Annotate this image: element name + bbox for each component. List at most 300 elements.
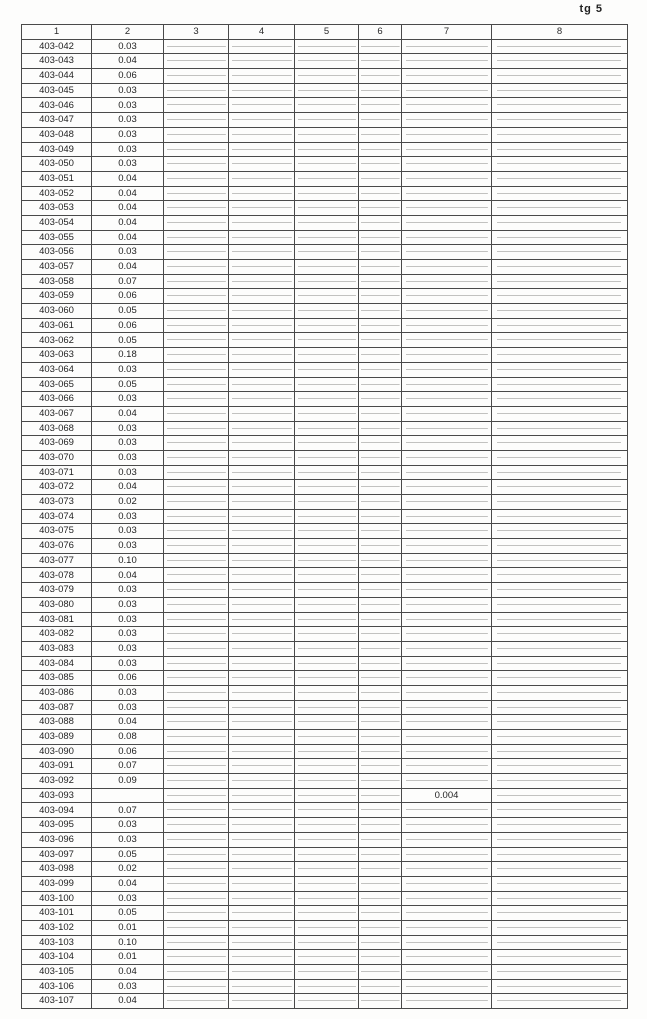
table-cell	[359, 847, 402, 862]
table-cell	[402, 612, 492, 627]
table-cell	[164, 759, 229, 774]
table-cell	[295, 304, 359, 319]
table-cell	[229, 318, 295, 333]
column-header: 4	[229, 25, 295, 40]
table-cell: 0.04	[92, 171, 164, 186]
table-cell	[295, 906, 359, 921]
table-row	[22, 230, 628, 245]
table-cell	[164, 348, 229, 363]
table-cell	[359, 333, 402, 348]
table-row	[22, 803, 628, 818]
table-cell	[164, 450, 229, 465]
table-cell	[164, 818, 229, 833]
table-cell	[359, 744, 402, 759]
table-cell: 0.03	[92, 436, 164, 451]
table-cell	[492, 333, 628, 348]
table-cell	[359, 230, 402, 245]
table-cell	[402, 480, 492, 495]
table-cell	[295, 744, 359, 759]
table-cell	[359, 127, 402, 142]
table-cell	[229, 862, 295, 877]
table-cell	[164, 142, 229, 157]
table-cell	[229, 641, 295, 656]
table-row	[22, 774, 628, 789]
table-cell	[402, 171, 492, 186]
table-cell	[492, 539, 628, 554]
table-row	[22, 950, 628, 965]
table-cell	[295, 157, 359, 172]
table-cell	[229, 524, 295, 539]
table-cell: 403-047	[22, 113, 92, 128]
table-cell: 0.05	[92, 906, 164, 921]
table-row	[22, 788, 628, 803]
table-cell: 403-094	[22, 803, 92, 818]
table-cell	[295, 362, 359, 377]
table-row	[22, 730, 628, 745]
table-row	[22, 171, 628, 186]
table-cell	[402, 54, 492, 69]
table-cell	[402, 583, 492, 598]
table-cell: 0.07	[92, 274, 164, 289]
table-cell	[229, 98, 295, 113]
table-cell	[229, 465, 295, 480]
table-cell: 403-101	[22, 906, 92, 921]
table-cell	[402, 832, 492, 847]
table-row	[22, 406, 628, 421]
table-cell: 403-075	[22, 524, 92, 539]
table-row	[22, 935, 628, 950]
table-cell	[359, 274, 402, 289]
table-cell	[164, 965, 229, 980]
table-cell	[229, 480, 295, 495]
table-cell: 0.03	[92, 98, 164, 113]
table-cell	[359, 260, 402, 275]
table-row	[22, 421, 628, 436]
table-cell	[402, 803, 492, 818]
table-cell: 403-062	[22, 333, 92, 348]
table-cell	[229, 362, 295, 377]
table-cell: 0.03	[92, 157, 164, 172]
table-cell	[492, 935, 628, 950]
table-cell: 403-052	[22, 186, 92, 201]
table-cell: 403-058	[22, 274, 92, 289]
table-cell	[295, 318, 359, 333]
table-cell	[492, 627, 628, 642]
table-cell	[229, 627, 295, 642]
table-cell: 0.03	[92, 627, 164, 642]
table-cell	[492, 142, 628, 157]
table-cell	[229, 113, 295, 128]
table-cell	[164, 392, 229, 407]
data-table	[21, 24, 628, 1009]
table-cell	[229, 509, 295, 524]
table-cell: 0.03	[92, 539, 164, 554]
table-row	[22, 744, 628, 759]
table-cell	[295, 539, 359, 554]
table-cell	[492, 818, 628, 833]
table-cell: 0.04	[92, 965, 164, 980]
table-row	[22, 142, 628, 157]
table-cell	[229, 377, 295, 392]
table-cell: 0.004	[402, 788, 492, 803]
table-cell	[229, 39, 295, 54]
table-cell	[164, 920, 229, 935]
table-cell	[359, 597, 402, 612]
table-cell: 403-064	[22, 362, 92, 377]
table-cell	[402, 524, 492, 539]
table-cell: 403-073	[22, 495, 92, 510]
table-cell: 403-085	[22, 671, 92, 686]
table-row	[22, 480, 628, 495]
table-cell	[229, 436, 295, 451]
table-cell	[402, 186, 492, 201]
table-cell	[295, 230, 359, 245]
table-cell	[492, 700, 628, 715]
table-cell	[492, 715, 628, 730]
table-cell	[164, 994, 229, 1009]
table-cell	[492, 98, 628, 113]
table-cell	[229, 260, 295, 275]
table-cell	[295, 245, 359, 260]
table-cell	[229, 730, 295, 745]
table-cell	[164, 935, 229, 950]
table-cell	[359, 700, 402, 715]
table-cell	[359, 69, 402, 84]
table-cell: 403-061	[22, 318, 92, 333]
table-cell: 0.04	[92, 201, 164, 216]
table-cell	[402, 847, 492, 862]
table-cell	[229, 612, 295, 627]
table-cell	[492, 274, 628, 289]
table-cell	[229, 876, 295, 891]
table-row	[22, 597, 628, 612]
table-cell	[229, 950, 295, 965]
table-cell	[229, 215, 295, 230]
table-cell	[492, 671, 628, 686]
table-cell	[164, 832, 229, 847]
table-row	[22, 627, 628, 642]
table-cell	[492, 465, 628, 480]
table-row	[22, 920, 628, 935]
table-cell	[229, 935, 295, 950]
table-cell: 403-086	[22, 685, 92, 700]
table-cell	[164, 39, 229, 54]
table-cell	[492, 304, 628, 319]
table-cell	[229, 392, 295, 407]
table-cell	[492, 392, 628, 407]
table-cell	[164, 377, 229, 392]
column-header: 8	[492, 25, 628, 40]
table-cell	[229, 406, 295, 421]
table-cell: 403-060	[22, 304, 92, 319]
table-cell	[359, 318, 402, 333]
table-row	[22, 83, 628, 98]
table-cell: 403-102	[22, 920, 92, 935]
table-cell	[229, 847, 295, 862]
table-cell	[164, 774, 229, 789]
table-cell	[229, 201, 295, 216]
table-cell	[164, 113, 229, 128]
table-cell: 0.04	[92, 480, 164, 495]
table-cell	[295, 891, 359, 906]
table-cell	[164, 260, 229, 275]
table-cell	[402, 685, 492, 700]
table-cell: 0.06	[92, 318, 164, 333]
table-cell	[164, 553, 229, 568]
column-header: 2	[92, 25, 164, 40]
table-cell	[229, 759, 295, 774]
table-cell	[492, 127, 628, 142]
table-cell	[164, 656, 229, 671]
table-cell	[229, 965, 295, 980]
table-cell	[164, 715, 229, 730]
table-cell	[402, 318, 492, 333]
table-cell	[164, 524, 229, 539]
table-cell: 0.04	[92, 260, 164, 275]
table-cell	[295, 392, 359, 407]
table-cell: 403-055	[22, 230, 92, 245]
table-cell	[295, 509, 359, 524]
table-cell	[402, 333, 492, 348]
table-cell	[295, 583, 359, 598]
table-cell	[164, 127, 229, 142]
table-cell	[359, 935, 402, 950]
table-cell	[492, 480, 628, 495]
table-cell	[492, 495, 628, 510]
table-cell	[229, 818, 295, 833]
table-cell: 0.06	[92, 289, 164, 304]
table-cell	[492, 113, 628, 128]
table-row	[22, 54, 628, 69]
table-cell: 403-069	[22, 436, 92, 451]
table-cell	[402, 627, 492, 642]
table-cell	[402, 465, 492, 480]
table-cell	[164, 862, 229, 877]
table-cell	[359, 862, 402, 877]
table-cell	[359, 788, 402, 803]
table-cell	[402, 377, 492, 392]
table-cell: 0.09	[92, 774, 164, 789]
table-cell	[295, 656, 359, 671]
table-cell	[295, 818, 359, 833]
table-cell	[229, 495, 295, 510]
table-cell: 0.18	[92, 348, 164, 363]
table-cell	[295, 215, 359, 230]
table-cell	[164, 979, 229, 994]
table-cell	[492, 862, 628, 877]
table-cell: 403-099	[22, 876, 92, 891]
table-cell: 403-057	[22, 260, 92, 275]
table-cell	[229, 656, 295, 671]
table-cell	[164, 480, 229, 495]
table-cell	[402, 215, 492, 230]
table-cell: 403-105	[22, 965, 92, 980]
table-cell	[359, 759, 402, 774]
table-cell: 0.03	[92, 656, 164, 671]
table-row	[22, 245, 628, 260]
table-cell: 0.04	[92, 715, 164, 730]
table-cell	[164, 274, 229, 289]
table-cell	[295, 495, 359, 510]
table-cell: 403-072	[22, 480, 92, 495]
table-cell	[164, 788, 229, 803]
table-cell: 403-065	[22, 377, 92, 392]
table-cell: 403-098	[22, 862, 92, 877]
table-cell	[295, 201, 359, 216]
table-cell	[492, 994, 628, 1009]
table-cell	[295, 774, 359, 789]
table-cell	[359, 524, 402, 539]
table-cell	[402, 700, 492, 715]
table-row	[22, 348, 628, 363]
table-cell	[492, 69, 628, 84]
table-row	[22, 69, 628, 84]
table-cell: 0.05	[92, 847, 164, 862]
table-cell: 403-063	[22, 348, 92, 363]
table-row	[22, 392, 628, 407]
table-cell	[402, 774, 492, 789]
table-cell	[359, 171, 402, 186]
table-cell	[295, 113, 359, 128]
table-cell	[229, 83, 295, 98]
table-cell	[164, 641, 229, 656]
table-cell: 403-049	[22, 142, 92, 157]
table-cell	[402, 597, 492, 612]
table-cell: 0.03	[92, 524, 164, 539]
table-cell	[492, 979, 628, 994]
table-cell	[492, 685, 628, 700]
table-cell: 403-096	[22, 832, 92, 847]
table-cell	[295, 333, 359, 348]
table-cell	[492, 201, 628, 216]
table-cell	[402, 935, 492, 950]
table-cell: 0.03	[92, 818, 164, 833]
table-cell	[492, 171, 628, 186]
table-row	[22, 98, 628, 113]
table-cell	[295, 436, 359, 451]
table-cell: 0.03	[92, 700, 164, 715]
table-cell	[295, 348, 359, 363]
table-cell	[359, 392, 402, 407]
table-row	[22, 568, 628, 583]
table-row	[22, 656, 628, 671]
table-cell	[492, 906, 628, 921]
table-cell: 403-048	[22, 127, 92, 142]
table-row	[22, 965, 628, 980]
table-cell: 0.03	[92, 685, 164, 700]
table-cell	[492, 362, 628, 377]
table-cell	[295, 406, 359, 421]
table-cell	[402, 392, 492, 407]
table-cell: 0.08	[92, 730, 164, 745]
table-row	[22, 906, 628, 921]
table-cell	[164, 671, 229, 686]
column-header: 7	[402, 25, 492, 40]
table-row	[22, 127, 628, 142]
table-cell: 0.03	[92, 509, 164, 524]
table-cell: 0.05	[92, 377, 164, 392]
table-cell	[229, 685, 295, 700]
table-cell: 0.02	[92, 862, 164, 877]
table-cell	[359, 450, 402, 465]
table-cell: 403-095	[22, 818, 92, 833]
table-cell	[359, 832, 402, 847]
table-cell	[402, 406, 492, 421]
table-cell	[295, 260, 359, 275]
table-row	[22, 759, 628, 774]
table-cell	[402, 289, 492, 304]
table-row	[22, 715, 628, 730]
table-cell	[492, 876, 628, 891]
table-cell	[164, 891, 229, 906]
table-cell	[492, 965, 628, 980]
table-cell	[492, 759, 628, 774]
table-cell	[295, 377, 359, 392]
table-cell: 0.03	[92, 612, 164, 627]
table-cell	[295, 730, 359, 745]
table-cell: 403-103	[22, 935, 92, 950]
table-row	[22, 509, 628, 524]
table-cell	[402, 641, 492, 656]
table-cell: 0.03	[92, 583, 164, 598]
table-cell	[402, 539, 492, 554]
table-cell	[164, 69, 229, 84]
table-cell	[492, 54, 628, 69]
table-row	[22, 333, 628, 348]
table-cell: 403-107	[22, 994, 92, 1009]
table-cell	[295, 186, 359, 201]
table-cell	[359, 539, 402, 554]
table-cell	[492, 157, 628, 172]
table-cell	[229, 142, 295, 157]
table-cell	[295, 465, 359, 480]
table-cell	[492, 509, 628, 524]
table-row	[22, 289, 628, 304]
table-cell	[229, 920, 295, 935]
table-cell	[359, 495, 402, 510]
table-cell	[402, 818, 492, 833]
table-cell	[402, 201, 492, 216]
table-cell	[359, 142, 402, 157]
column-header: 1	[22, 25, 92, 40]
table-row	[22, 641, 628, 656]
table-cell	[492, 920, 628, 935]
table-cell	[164, 304, 229, 319]
table-cell	[295, 450, 359, 465]
table-row	[22, 539, 628, 554]
table-cell	[359, 583, 402, 598]
table-cell: 403-089	[22, 730, 92, 745]
table-row	[22, 979, 628, 994]
table-cell: 403-088	[22, 715, 92, 730]
table-cell	[229, 421, 295, 436]
table-cell	[359, 436, 402, 451]
table-cell	[402, 965, 492, 980]
table-row	[22, 862, 628, 877]
table-cell	[402, 142, 492, 157]
table-cell	[359, 377, 402, 392]
table-cell	[229, 715, 295, 730]
table-cell: 403-106	[22, 979, 92, 994]
table-cell	[492, 230, 628, 245]
table-cell	[359, 685, 402, 700]
table-cell	[402, 83, 492, 98]
table-cell	[402, 98, 492, 113]
table-cell	[229, 979, 295, 994]
table-cell	[492, 436, 628, 451]
table-cell: 0.04	[92, 54, 164, 69]
table-cell	[295, 685, 359, 700]
